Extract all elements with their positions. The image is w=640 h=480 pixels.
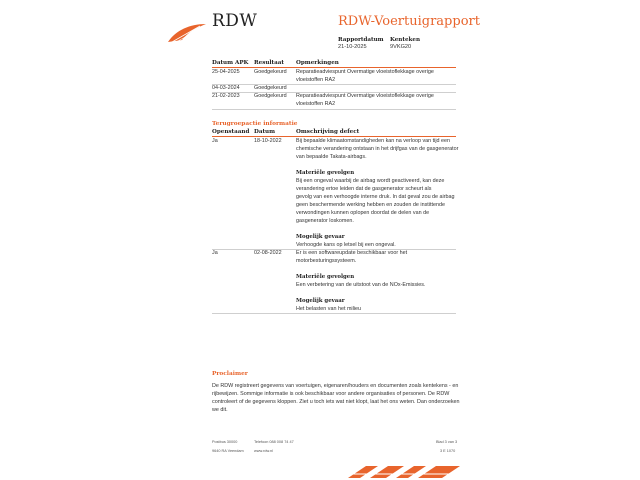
recall-row-divider <box>212 313 456 314</box>
recall-1-defect-2: chemische verandering ontstaan in het drijfgas van de gasgenerator <box>296 146 459 152</box>
recall-2-gevolgen-label: Materiële gevolgen <box>296 274 355 280</box>
recall-1-gevolgen-5: verwondingen kunnen oplopen doordat de delen van de <box>296 210 430 216</box>
apk-row-1-opm-1: Reparatieadviespunt Overmatige vloeistoflekkage overige <box>296 69 434 75</box>
logo-text: RDW <box>212 11 258 31</box>
footer-postbus: Postbus 30000 <box>212 440 238 444</box>
recall-1-gevaar: Verhoogde kans op letsel bij een ongeval. <box>296 242 396 248</box>
apk-row-2-datum: 04-03-2024 <box>212 85 240 91</box>
apk-row-3-opm-1: Reparatieadviespunt Overmatige vloeistoflekkage overige <box>296 93 434 99</box>
footer-telefoon: Telefoon 088 008 74 47 <box>254 440 294 444</box>
recall-section-title: Terugroepactie informatie <box>212 121 298 127</box>
recall-1-openstaand: Ja <box>212 138 218 144</box>
footer-plaats: 9640 RA Veendam <box>212 449 244 453</box>
apk-row-1-opm-2: vloeistoffen RA2 <box>296 77 336 83</box>
apk-row-divider <box>212 109 456 110</box>
apk-row-3-opm-2: vloeistoffen RA2 <box>296 101 336 107</box>
recall-2-gevolgen-1: Een verbetering van de uitstoot van de NOx-Emissies. <box>296 282 426 288</box>
recall-2-gevaar-label: Mogelijk gevaar <box>296 298 345 304</box>
recall-1-gevaar-label: Mogelijk gevaar <box>296 234 345 240</box>
footer-code: 3 E 1070 <box>440 449 456 453</box>
rapportdatum-label: Rapportdatum <box>338 37 384 43</box>
kenteken-value: 9VKG20 <box>390 44 412 50</box>
rdw-logo-icon <box>166 22 208 44</box>
footer-blad: Blad 3 van 3 <box>436 440 458 444</box>
recall-1-defect-3: van bepaalde Takata-airbags. <box>296 154 367 160</box>
apk-row-divider <box>212 84 456 85</box>
disclaimer-line-1: De RDW registreert gegevens van voertuigen, eigenaren/houders en documenten zoals kentekens - en <box>212 383 459 389</box>
recall-1-defect-1: Bij bepaalde klimaatomstandigheden kan na verloop van tijd een <box>296 138 451 144</box>
apk-col-opmerkingen: Opmerkingen <box>296 60 339 66</box>
recall-2-openstaand: Ja <box>212 250 218 256</box>
disclaimer-line-2: rijbewijzen. Sommige informatie is ook beschikbaar voor andere organisaties of personen. De RDW <box>212 391 450 397</box>
recall-1-gevolgen-4: geen beschermende werking hebben en zouden de instittende <box>296 202 445 208</box>
apk-row-1-resultaat: Goedgekeurd <box>254 69 287 75</box>
recall-col-openstaand: Openstaand <box>212 129 250 135</box>
recall-1-gevolgen-label: Materiële gevolgen <box>296 170 355 176</box>
disclaimer-line-4: we dit. <box>212 407 228 413</box>
rdw-stripes-icon <box>344 464 462 480</box>
recall-1-gevolgen-6: gasgenerator loskomen. <box>296 218 354 224</box>
apk-col-datum: Datum APK <box>212 60 249 66</box>
recall-1-gevolgen-1: Bij een ongeval waarbij de airbag wordt geactiveerd, kan deze <box>296 178 445 184</box>
recall-1-datum: 18-10-2022 <box>254 138 282 144</box>
apk-row-2-resultaat: Goedgekeurd <box>254 85 287 91</box>
apk-row-1-datum: 25-04-2025 <box>212 69 240 75</box>
footer-website[interactable]: www.rdw.nl <box>254 449 273 453</box>
page-title: RDW-Voertuigrapport <box>338 14 480 29</box>
recall-2-datum: 02-08-2022 <box>254 250 282 256</box>
disclaimer-line-3: controleert of de gegevens kloppen. Ziet u toch iets wat niet klopt, laat het ons weten. Dan onderzoeken <box>212 399 460 405</box>
recall-2-defect-1: Er is een softwareupdate beschikbaar voor het <box>296 250 408 256</box>
apk-row-3-resultaat: Goedgekeurd <box>254 93 287 99</box>
recall-col-datum: Datum <box>254 129 276 135</box>
recall-2-gevaar: Het belasten van het milieu <box>296 306 362 312</box>
apk-row-3-datum: 21-02-2023 <box>212 93 240 99</box>
apk-col-resultaat: Resultaat <box>254 60 284 66</box>
kenteken-label: Kenteken <box>390 37 421 43</box>
recall-col-defect: Omschrijving defect <box>296 129 360 135</box>
recall-1-gevolgen-3: gevolg van een verhoogde interne druk. In dat geval zou de airbag <box>296 194 455 200</box>
recall-2-defect-2: motorbesturingssysteem. <box>296 258 357 264</box>
rapportdatum-value: 21-10-2025 <box>338 44 367 50</box>
disclaimer-title: Proclaimer <box>212 371 248 377</box>
recall-1-gevolgen-2: verandering ertoe leiden dat de gasgenerator scheurt als <box>296 186 432 192</box>
